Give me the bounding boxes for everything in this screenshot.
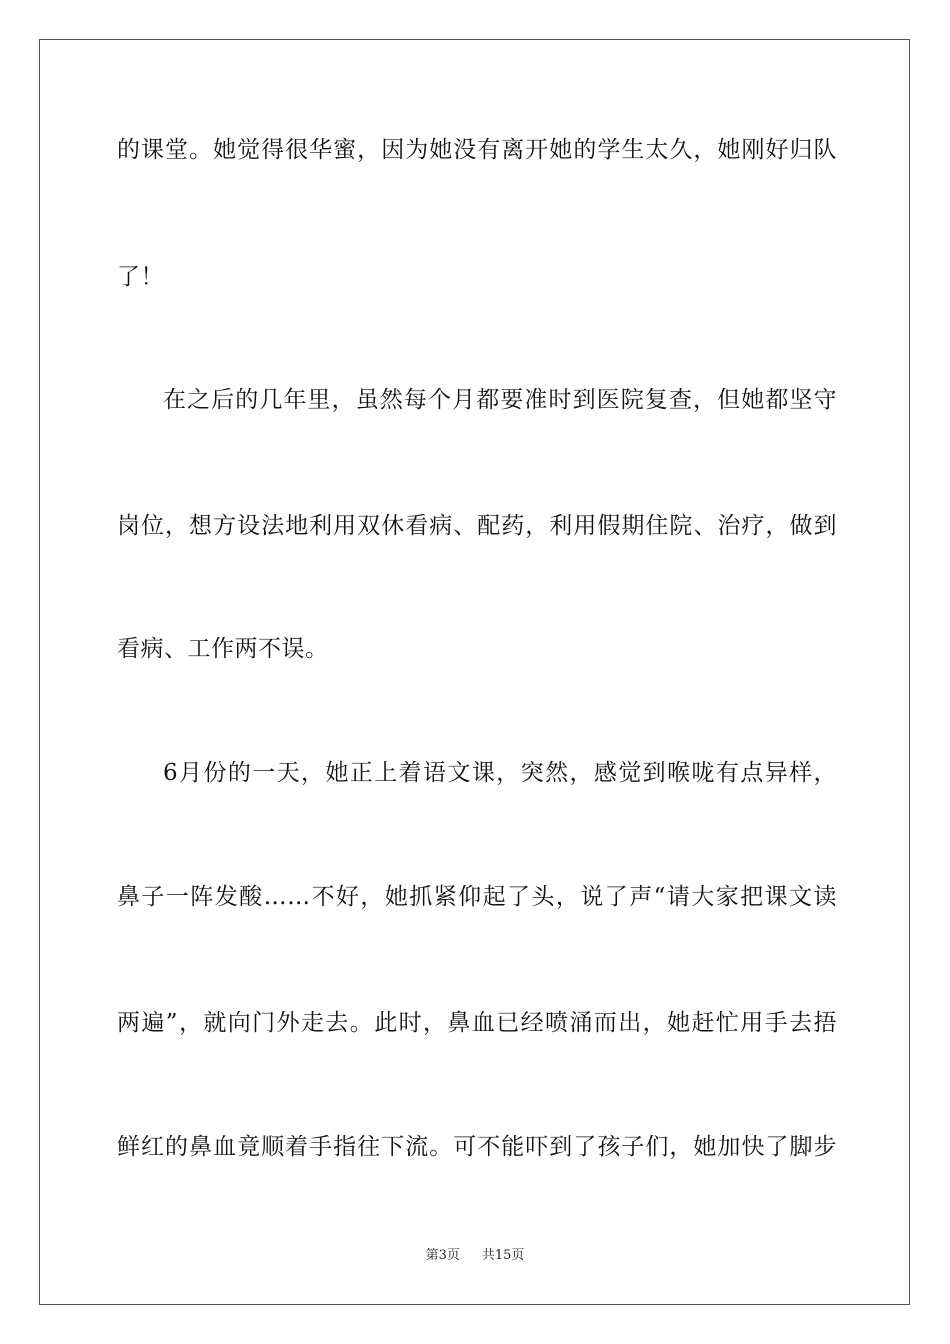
paragraph-line: 看病、工作两不误。 [117,636,329,662]
paragraph-line: 鼻子一阵发酸……不好，她抓紧仰起了头，说了声“请大家把课文读 [117,884,837,910]
paragraph-line: 两遍”，就向门外走去。此时，鼻血已经喷涌而出，她赶忙用手去捂 [117,1010,837,1036]
paragraph-line: 在之后的几年里，虽然每个月都要准时到医院复查，但她都坚守 [163,387,837,413]
total-pages: 共15页 [481,1248,525,1263]
paragraph-line: 的课堂。她觉得很华蜜，因为她没有离开她的学生太久，她刚好归队 [117,137,837,163]
page-number: 第3页 [425,1248,460,1263]
paragraph-line: 鲜红的鼻血竟顺着手指往下流。可不能吓到了孩子们，她加快了脚步 [117,1134,837,1160]
paragraph-line: 了！ [117,264,164,290]
paragraph-line: 岗位，想方设法地利用双休看病、配药，利用假期住院、治疗，做到 [117,513,837,539]
page-footer [0,1247,950,1265]
page-border [39,39,910,1305]
paragraph-line: 6月份的一天，她正上着语文课，突然，感觉到喉咙有点异样， [163,760,837,786]
